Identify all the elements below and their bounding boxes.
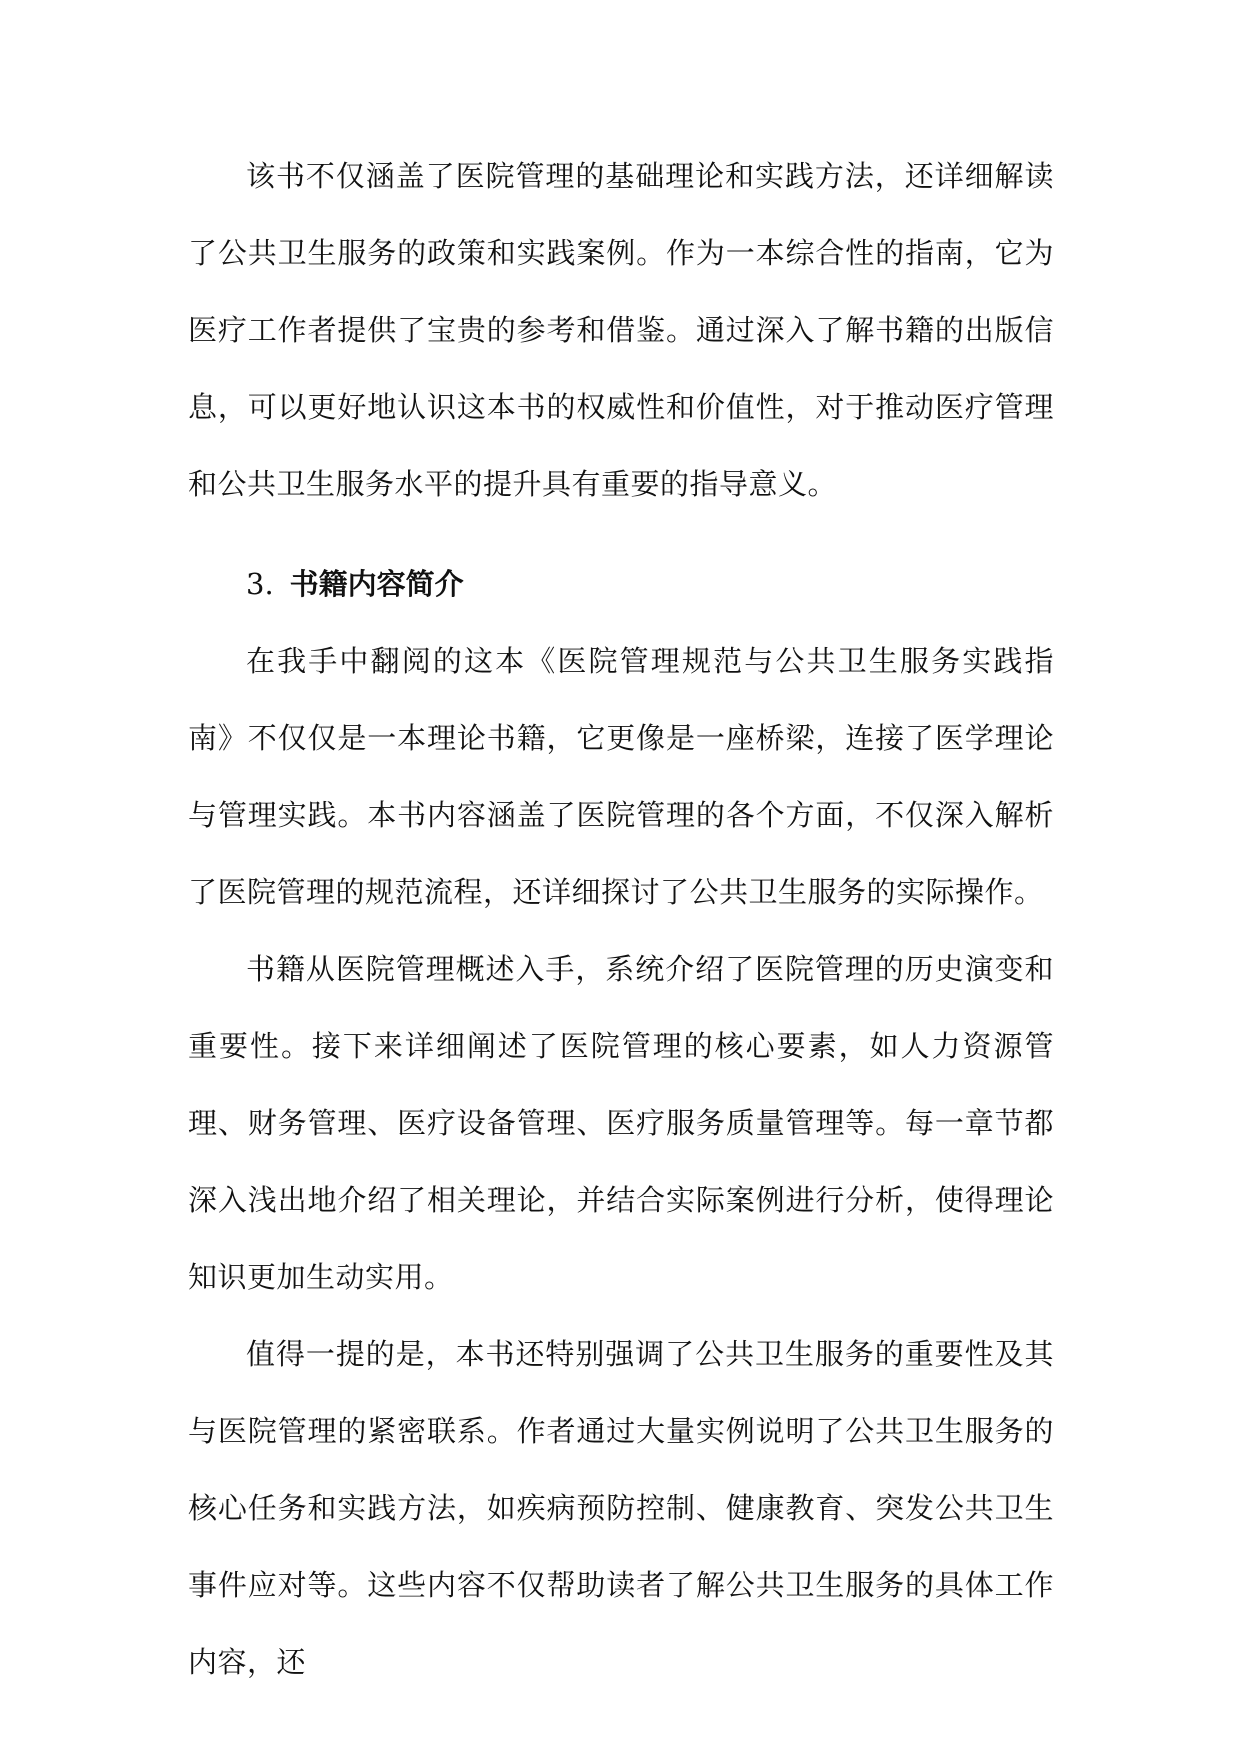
body-paragraph-1: 在我手中翻阅的这本《医院管理规范与公共卫生服务实践指南》不仅仅是一本理论书籍，它更像是一座桥梁，连接了医学理论与管理实践。本书内容涵盖了医院管理的各个方面，不仅深入解析了医院管理的规范流程，还详细探讨了公共卫生服务的实际操作。	[188, 644, 1054, 909]
document-body	[188, 138, 1054, 1701]
body-paragraph-2: 书籍从医院管理概述入手，系统介绍了医院管理的历史演变和重要性。接下来详细阐述了医院管理的核心要素，如人力资源管理、财务管理、医疗设备管理、医疗服务质量管理等。每一章节都深入浅出地介绍了相关理论，并结合实际案例进行分析，使得理论知识更加生动实用。	[188, 952, 1054, 1294]
section-number: 3.	[246, 567, 274, 601]
intro-paragraph: 该书不仅涵盖了医院管理的基础理论和实践方法，还详细解读了公共卫生服务的政策和实践案例。作为一本综合性的指南，它为医疗工作者提供了宝贵的参考和借鉴。通过深入了解书籍的出版信息，可以更好地认识这本书的权威性和价值性，对于推动医疗管理和公共卫生服务水平的提升具有重要的指导意义。	[188, 159, 1054, 501]
section-title: 书籍内容简介	[289, 567, 464, 601]
section-heading	[188, 546, 1054, 623]
body-paragraph-3: 值得一提的是，本书还特别强调了公共卫生服务的重要性及其与医院管理的紧密联系。作者通过大量实例说明了公共卫生服务的核心任务和实践方法，如疾病预防控制、健康教育、突发公共卫生事件应对等。这些内容不仅帮助读者了解公共卫生服务的具体工作内容，还	[188, 1337, 1054, 1679]
